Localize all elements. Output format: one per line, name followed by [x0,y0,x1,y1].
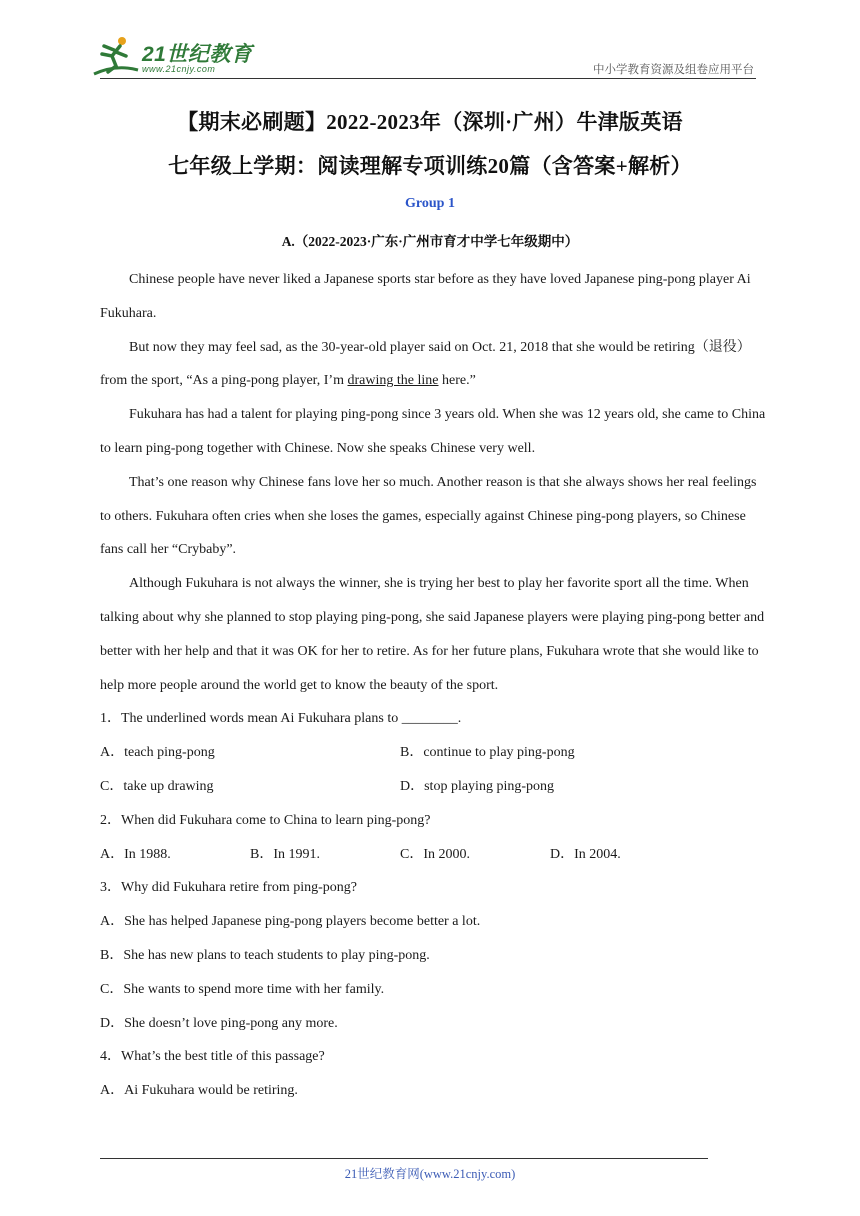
header-platform-name: 中小学教育资源及组卷应用平台 [593,62,754,76]
paragraph-2-text-b: here.” [438,373,476,389]
paragraph-2-text-a: But now they may feel sad, as the 30-year-old player said on Oct. 21, 2018 that she would be retiring（退役）from the sport, “As a ping-pong player, I’m [100,339,751,389]
question-stem: 1．The underlined words mean Ai Fukuhara plans to ________. [100,711,462,727]
option-b: B．In 1991. [250,846,320,862]
option-a: A．In 1988. [100,846,171,862]
question-stem: 2．When did Fukuhara come to China to learn ping-pong? [100,812,431,828]
option-a: A．Ai Fukuhara would be retiring. [100,1083,298,1099]
logo-text: 21世纪教育 [142,43,253,66]
option-a: A．She has helped Japanese ping-pong players become better a lot. [100,914,481,930]
document-title-line1: 【期末必刷题】2022-2023年（深圳·广州）牛津版英语 [177,110,683,134]
option-d: D．She doesn’t love ping-pong any more. [100,1015,338,1031]
paragraph-2 [100,331,768,399]
option-a: A．teach ping-pong [100,745,215,761]
underlined-phrase: drawing the line [347,373,439,389]
option-c: C．She wants to spend more time with her family. [100,981,385,997]
question-3 [100,871,768,1040]
question-stem: 4．What’s the best title of this passage? [100,1049,325,1065]
page-header [0,0,860,80]
question-4 [100,1040,768,1108]
passage-source: A.（2022-2023·广东·广州市育才中学七年级期中） [281,234,579,249]
runner-logo-icon [92,34,140,78]
option-d: D．stop playing ping-pong [400,778,554,794]
question-2 [100,804,768,872]
question-1 [100,702,768,803]
group-heading: Group 1 [405,196,455,211]
footer-divider [100,1158,708,1159]
document-title-line2: 七年级上学期：阅读理解专项训练20篇（含答案+解析） [168,154,692,178]
paragraph-4: That’s one reason why Chinese fans love her so much. Another reason is that she always shows her real feelings to others. Fukuhara often cries when she loses the games, especially against Chinese ping-pong players, so Chinese fans call her “Crybaby”. [100,474,757,558]
option-c: C．take up drawing [100,778,214,794]
option-b: B．She has new plans to teach students to play ping-pong. [100,947,430,963]
reading-passage [100,263,768,1108]
paragraph-1: Chinese people have never liked a Japanese sports star before as they have loved Japanese ping-pong player Ai Fukuhara. [100,272,751,321]
header-divider [100,78,756,79]
site-logo [92,34,262,78]
paragraph-3: Fukuhara has had a talent for playing ping-pong since 3 years old. When she was 12 years old, she came to China to learn ping-pong together with Chinese. Now she speaks Chinese very well. [100,407,766,456]
logo-url: www.21cnjy.com [142,64,216,74]
option-c: C．In 2000. [400,846,470,862]
question-stem: 3．Why did Fukuhara retire from ping-pong? [100,880,357,896]
option-d: D．In 2004. [550,846,621,862]
page-footer: 21世纪教育网(www.21cnjy.com) [344,1167,516,1181]
paragraph-5: Although Fukuhara is not always the winner, she is trying her best to play her favorite sport all the time. When talking about why she planned to stop playing ping-pong, she said Japanese players were playing ping-pong better and better with her help and that it was OK for her to retire. As for her future plans, Fukuhara wrote that she would like to help more people around the world get to know the beauty of the sport. [100,576,765,693]
option-b: B．continue to play ping-pong [400,745,575,761]
